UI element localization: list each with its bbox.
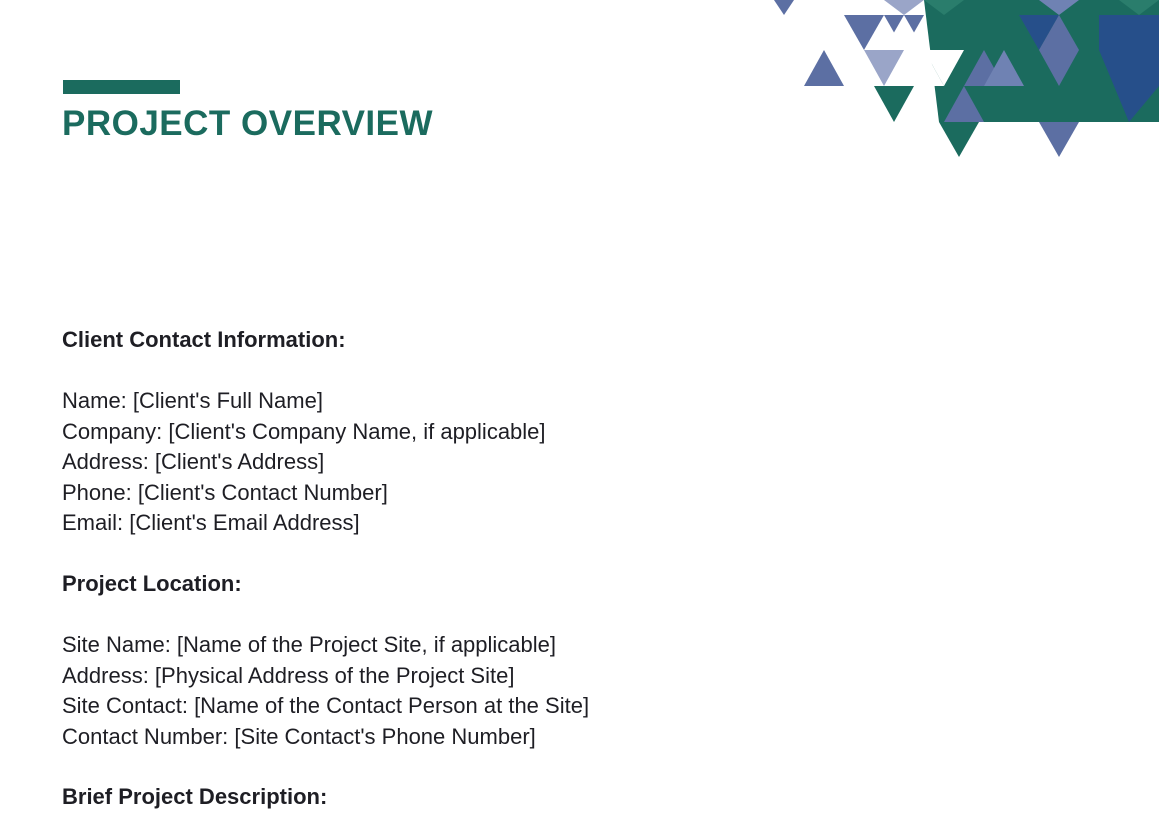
project-location-section xyxy=(62,570,589,752)
client-contact-section xyxy=(62,326,546,539)
client-email-line: Email: [Client's Email Address] xyxy=(62,510,360,535)
page-title: PROJECT OVERVIEW xyxy=(62,104,434,143)
client-contact-heading: Client Contact Information: xyxy=(62,327,346,352)
client-name-line: Name: [Client's Full Name] xyxy=(62,388,323,413)
client-address-line: Address: [Client's Address] xyxy=(62,449,325,474)
client-contact-list xyxy=(62,386,546,539)
project-description-section xyxy=(62,783,327,811)
site-address-line: Address: [Physical Address of the Project Site] xyxy=(62,662,515,688)
site-name-line: Site Name: [Name of the Project Site, if applicable] xyxy=(62,632,557,657)
client-company-line: Company: [Client's Company Name, if applicable] xyxy=(62,418,546,444)
site-contact-line: Site Contact: [Name of the Contact Person at the Site] xyxy=(62,693,590,718)
project-description-heading: Brief Project Description: xyxy=(62,784,328,809)
project-location-heading: Project Location: xyxy=(62,571,242,596)
title-accent-bar xyxy=(63,80,180,94)
project-location-list xyxy=(62,630,589,752)
site-contact-number-line: Contact Number: [Site Contact's Phone Number] xyxy=(62,723,536,749)
geometric-triangle-decoration xyxy=(774,0,1159,160)
client-phone-line: Phone: [Client's Contact Number] xyxy=(62,479,388,505)
